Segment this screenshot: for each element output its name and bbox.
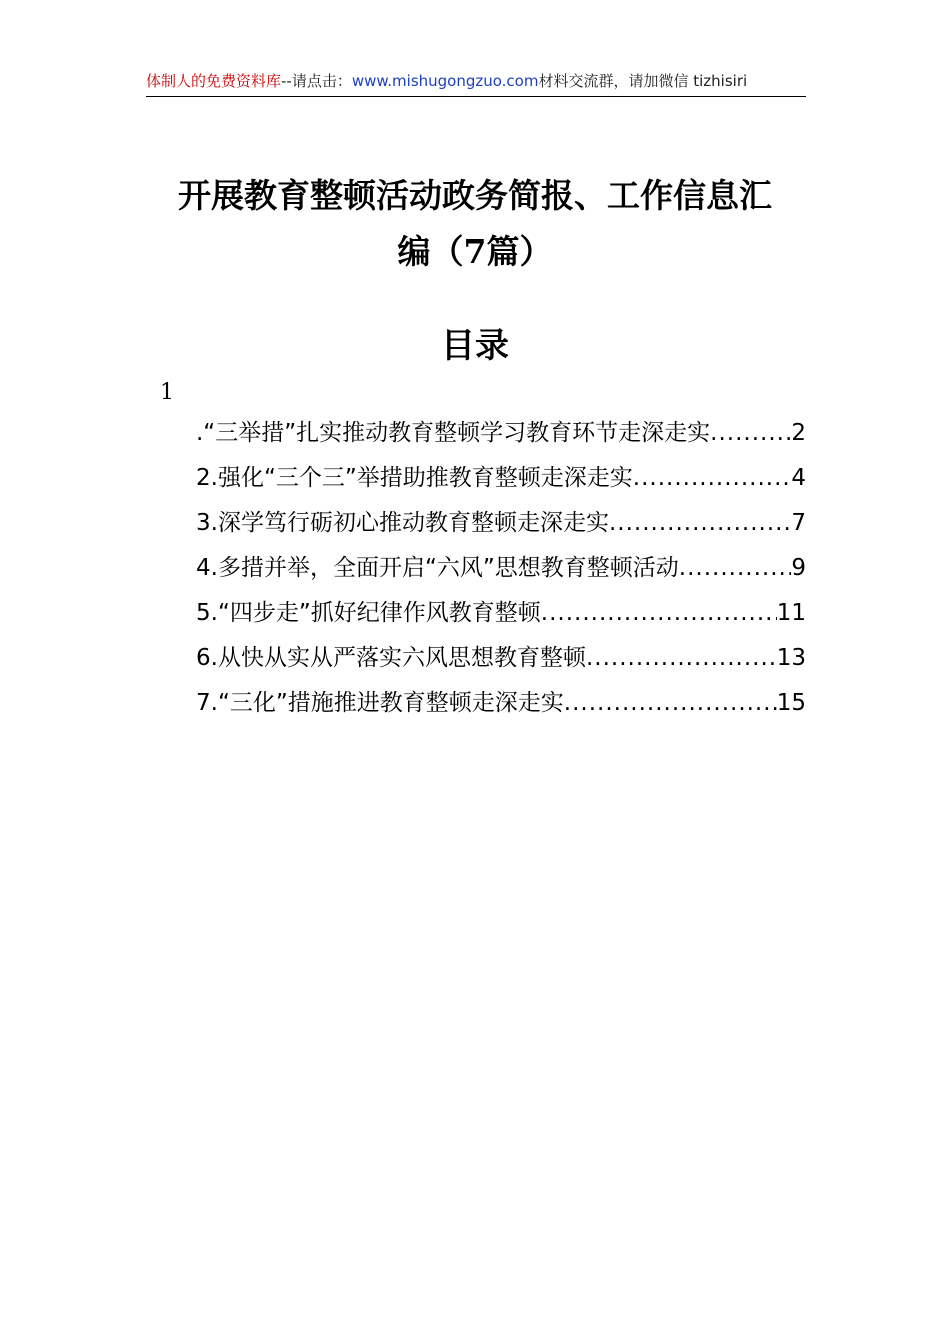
toc-leader — [609, 510, 791, 536]
toc-entry-title: 5.“四步走”抓好纪律作风教育整顿 — [196, 600, 541, 626]
toc-entry-title: 3.深学笃行砺初心推动教育整顿走深走实 — [196, 510, 609, 536]
toc-first-number: 1 — [160, 380, 174, 405]
toc-entry[interactable] — [196, 549, 806, 594]
toc-entry-title: 6.从快从实从严落实六风思想教育整顿 — [196, 645, 586, 671]
toc-entry-page: 4 — [791, 465, 806, 491]
toc-entry[interactable] — [196, 594, 806, 639]
toc-entry-page: 9 — [791, 555, 806, 581]
toc-entry[interactable] — [196, 414, 806, 459]
toc-entry-page: 2 — [791, 420, 806, 446]
toc-entry-title: 7.“三化”措施推进教育整顿走深走实 — [196, 690, 564, 716]
toc-heading: 目录 — [441, 326, 509, 366]
document-title — [150, 168, 800, 280]
page-header — [146, 68, 806, 97]
header-link[interactable]: www.mishugongzuo.com — [351, 72, 539, 90]
toc-entry[interactable] — [196, 639, 806, 684]
header-wechat: 材料交流群，请加微信 tizhisiri — [538, 72, 748, 90]
toc-entry-title: 4.多措并举，全面开启“六风”思想教育整顿活动 — [196, 555, 679, 581]
title-line-2: 编（7篇） — [397, 232, 553, 271]
title-line-1: 开展教育整顿活动政务简报、工作信息汇 — [178, 176, 772, 215]
header-brand: 体制人的免费资料库 — [146, 72, 282, 90]
toc-leader — [679, 555, 792, 581]
toc-entry-page: 13 — [776, 645, 806, 671]
toc-leader — [541, 600, 777, 626]
table-of-contents — [196, 414, 806, 729]
toc-leader — [710, 420, 791, 446]
toc-leader — [633, 465, 792, 491]
header-prompt: --请点击： — [281, 72, 352, 90]
toc-entry-title: 2.强化“三个三”举措助推教育整顿走深走实 — [196, 465, 633, 491]
toc-leader — [586, 645, 777, 671]
toc-entry-page: 11 — [776, 600, 806, 626]
toc-entry-page: 7 — [791, 510, 806, 536]
toc-entry-title: .“三举措”扎实推动教育整顿学习教育环节走深走实 — [196, 420, 711, 446]
toc-leader — [564, 690, 777, 716]
toc-entry-page: 15 — [776, 690, 806, 716]
toc-entry[interactable] — [196, 459, 806, 504]
toc-entry[interactable] — [196, 684, 806, 729]
toc-entry[interactable] — [196, 504, 806, 549]
